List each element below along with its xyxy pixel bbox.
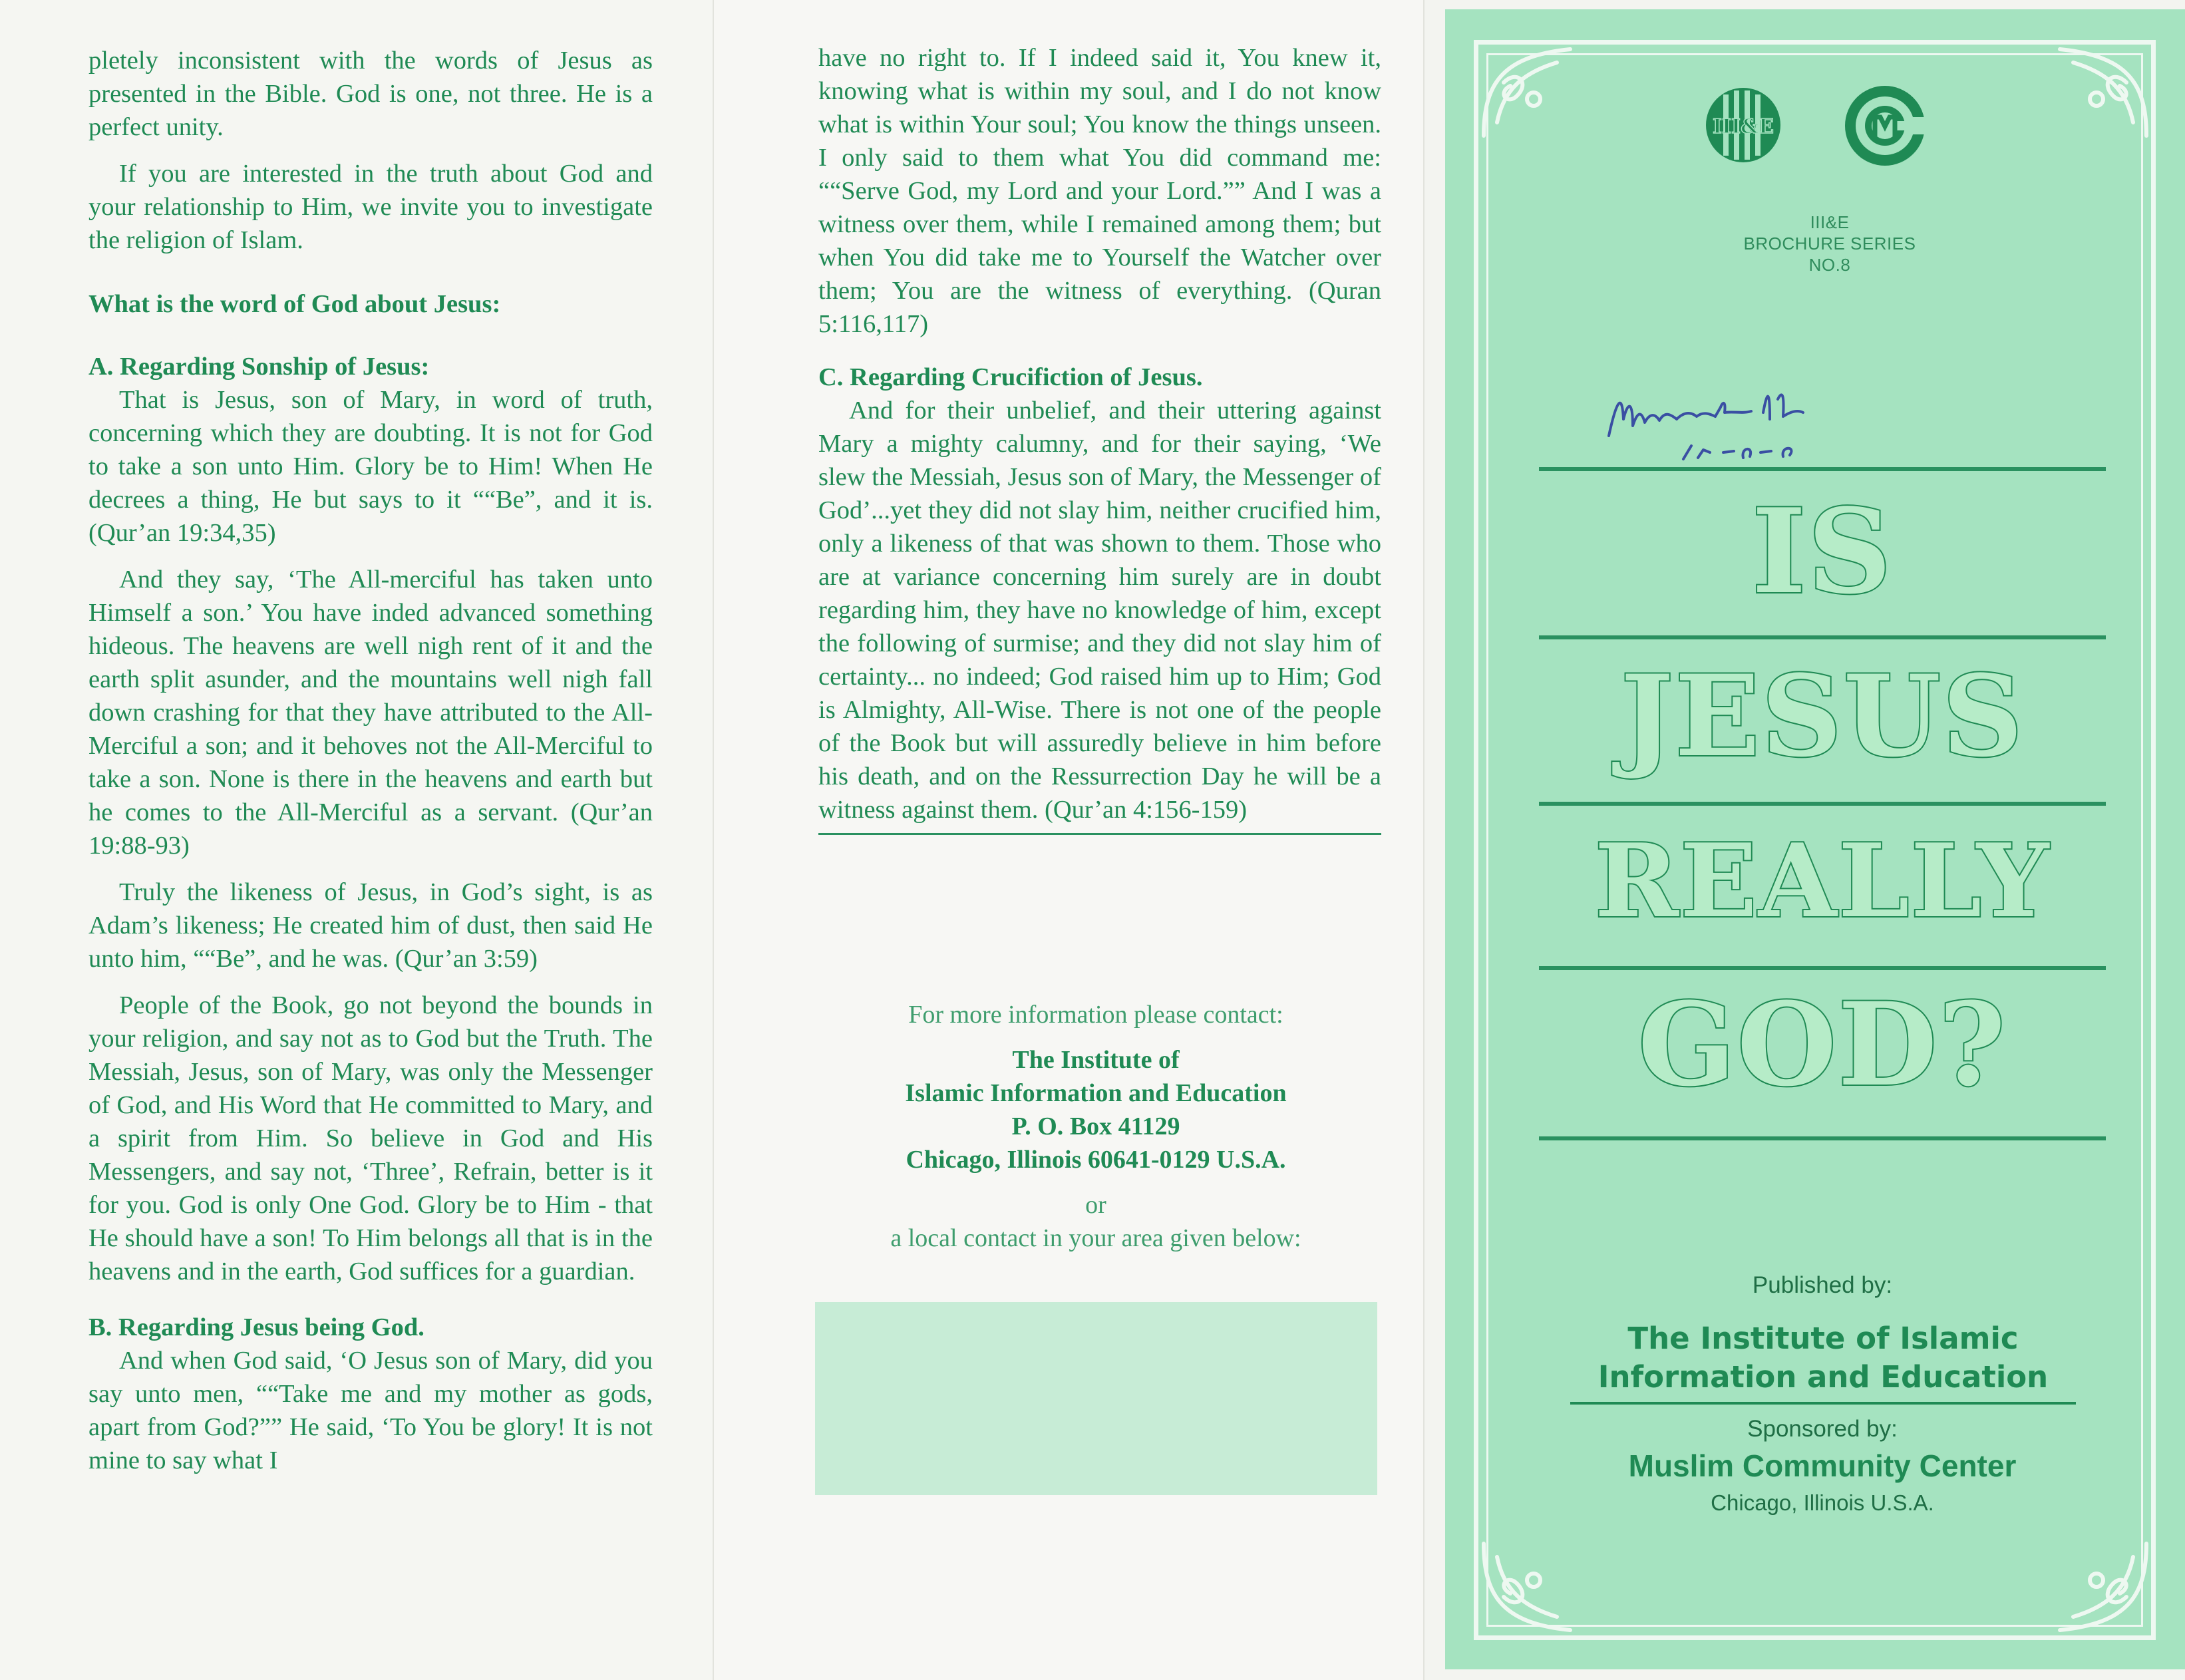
fold-line <box>713 0 714 1680</box>
cover-rule <box>1539 635 2106 639</box>
paragraph: And when God said, ‘O Jesus son of Mary, did you say unto men, ““Take me and my mother as gods, apart from God?”” He said, ‘To You be glory! It is not mine to say what I <box>88 1347 653 1474</box>
ornament-corner-icon <box>2053 1537 2153 1637</box>
contact-org-line: Islamic Information and Education <box>905 1079 1287 1107</box>
paragraph: And they say, ‘The All-merciful has taken unto Himself a son.’ You have inded advanced something hideous. The heavens are well nigh rent of it and the earth split asunder, and the mountains well nigh fall down crashing for that they have attributed to the All-Merciful a son; and it behoves not the All-Merciful to take a son. None is there in the heavens and earth but he comes to the All-Merciful as a servant. (Qur’an 19:88-93) <box>88 566 653 860</box>
ornament-corner-icon <box>1477 1537 1577 1637</box>
cover-rule <box>1539 467 2106 471</box>
subsection-heading: C. Regarding Crucifiction of Jesus. <box>818 363 1203 391</box>
series-line: BROCHURE SERIES <box>1743 234 1916 253</box>
publisher-line: Information and Education <box>1597 1359 2049 1395</box>
series-label <box>1697 212 1963 275</box>
publisher-name <box>1570 1319 2076 1405</box>
contact-local: a local contact in your area given below: <box>890 1224 1301 1252</box>
paragraph: And for their unbelief, and their uttering against Mary a mighty calumny, and for their saying, ‘We slew the Messiah, Jesus son of Mary, the Messenger of God’...yet they did not slay him, neither crucified him, only a likeness of that was shown to them. Those who are at variance concerning him surely are in doubt regarding him, they have no knowledge of him, except the following of surmise; and they did not slay him of certainty... no indeed; God raised him up to Him; God is Almighty, All-Wise. There is not one of the people of the Book but will assuredly believe in him before his death, and on the Ressurrection Day he will be a witness against them. (Qur’an 4:156-159) <box>818 394 1381 835</box>
contact-po-box: P. O. Box 41129 <box>1011 1112 1180 1140</box>
ornament-corner-icon <box>1477 43 1577 142</box>
left-column-text <box>88 44 653 1490</box>
middle-column-text <box>818 41 1381 848</box>
paragraph: pletely inconsistent with the words of Jesus as presented in the Bible. God is one, not three. He is a perfect unity. <box>88 47 653 141</box>
title-word: JESUS <box>1620 650 2025 782</box>
series-number: NO.8 <box>1808 255 1851 275</box>
publisher-line: The Institute of Islamic <box>1627 1321 2019 1356</box>
paragraph: That is Jesus, son of Mary, in word of truth, concerning which they are doubting. It is not for God to take a son unto Him. Glory be to Him! When He decrees a thing, He but says to it ““Be”, and it is. (Qur’an 19:34,35) <box>88 386 653 547</box>
paragraph: have no right to. If I indeed said it, You knew it, knowing what is within my soul, and I do not know what is within Your soul; You know the things unseen. I only said to them what You did command me: ““Serve God, my Lord and your Lord.”” And I was a witness over them, while I remained among them; but when You did take me to Yourself the Watcher over them; You are the witness of everything. (Quran 5:116,117) <box>818 44 1381 338</box>
sponsored-by-label: Sponsored by: <box>1747 1416 1898 1442</box>
fold-line <box>1423 0 1425 1680</box>
local-contact-box <box>815 1302 1377 1495</box>
contact-info <box>817 998 1375 1255</box>
series-line: III&E <box>1810 212 1850 232</box>
logo-monogram: III&E <box>1712 115 1774 138</box>
paragraph: People of the Book, go not beyond the bounds in your religion, and say not as to God but the Truth. The Messiah, Jesus, son of Mary, was only the Messenger of God, and His Word that He committed to Mary, and a spirit from Him. So believe in God and His Messengers, and say not, ‘Three’, Refrain, better is it for you. God is only One God. Glory be to Him - that He should have a son! To Him belongs all that is in the heavens and in the earth, God suffices for a guardian. <box>88 991 653 1285</box>
cover-rule <box>1539 1136 2106 1140</box>
paragraph: Truly the likeness of Jesus, in God’s sight, is as Adam’s likeness; He created him of dust, then said He unto him, ““Be”, and he was. (Qur’an 3:59) <box>88 878 653 973</box>
sponsor-name: Muslim Community Center <box>1628 1448 2017 1483</box>
ornament-corner-icon <box>2053 43 2153 142</box>
title-word: IS <box>1751 484 1894 620</box>
cover-rule <box>1539 802 2106 806</box>
cover-rule <box>1539 966 2106 970</box>
title-word: REALLY <box>1594 821 2051 940</box>
contact-intro: For more information please contact: <box>908 1001 1283 1029</box>
contact-city: Chicago, Illinois 60641-0129 U.S.A. <box>906 1146 1286 1174</box>
section-heading: What is the word of God about Jesus: <box>88 290 501 318</box>
subsection-heading: A. Regarding Sonship of Jesus: <box>88 353 430 381</box>
published-by-label: Published by: <box>1752 1272 1893 1298</box>
sponsor-location: Chicago, Illinois U.S.A. <box>1711 1490 1934 1515</box>
title-word: GOD? <box>1637 977 2007 1112</box>
contact-or: or <box>1085 1191 1106 1219</box>
paragraph: If you are interested in the truth about God and your relationship to Him, we invite you to investigate the religion of Islam. <box>88 160 653 254</box>
contact-org-line: The Institute of <box>1012 1046 1180 1074</box>
handwritten-signature <box>1603 373 1883 472</box>
iiie-logo-icon <box>1703 85 1783 165</box>
subsection-heading: B. Regarding Jesus being God. <box>88 1313 424 1341</box>
mcc-logo-icon <box>1842 83 1928 169</box>
